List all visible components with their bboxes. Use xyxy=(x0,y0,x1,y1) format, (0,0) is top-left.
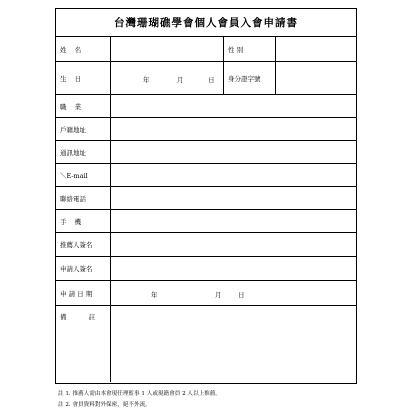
birth-year-label: 年 xyxy=(143,76,150,84)
job-field[interactable] xyxy=(111,95,356,117)
id-field[interactable] xyxy=(276,62,356,94)
birth-day-label: 日 xyxy=(208,76,215,84)
gender-label: 性 別 xyxy=(224,37,276,61)
row-mobile xyxy=(56,210,356,233)
membership-application-form xyxy=(55,8,357,384)
name-field[interactable] xyxy=(111,37,224,61)
row-household-address xyxy=(56,118,356,141)
id-label: 身分證字號 xyxy=(224,62,276,94)
phone-label: 聯絡電話 xyxy=(56,187,111,209)
apply-year-label: 年 xyxy=(151,291,158,299)
household-address-field[interactable] xyxy=(111,118,356,140)
household-address-label: 戶籍地址 xyxy=(56,118,111,140)
birth-month-label: 月 xyxy=(177,76,184,84)
referrer-signature-label: 推薦人簽名 xyxy=(56,233,111,256)
row-email xyxy=(56,164,356,187)
gender-field[interactable] xyxy=(276,37,356,61)
footnote-1: 註 1. 推薦人需由本會現任理監事 1 人或現籍會員 2 人以上推薦。 xyxy=(58,391,221,397)
applicant-signature-label: 申請人簽名 xyxy=(56,257,111,280)
row-remarks xyxy=(56,306,356,382)
mobile-field[interactable] xyxy=(111,210,356,232)
row-mailing-address xyxy=(56,141,356,164)
application-date-field[interactable] xyxy=(111,281,356,305)
row-referrer-signature xyxy=(56,233,356,257)
row-applicant-signature xyxy=(56,257,356,281)
mailing-address-label: 通訊地址 xyxy=(56,141,111,163)
row-birth-id xyxy=(56,62,356,95)
footnote-2: 註 2. 會員資料對外保密，絕不外流。 xyxy=(58,402,151,408)
form-title: 台灣珊瑚礁學會個人會員入會申請書 xyxy=(56,9,356,37)
applicant-signature-field[interactable] xyxy=(111,257,356,280)
birth-field[interactable] xyxy=(111,62,224,94)
apply-month-label: 月 xyxy=(215,291,222,299)
remarks-label-text: 備 註 xyxy=(60,313,106,321)
application-date-label: 申 請 日 期 xyxy=(56,281,111,305)
job-label: 職 業 xyxy=(56,95,111,117)
row-name-gender xyxy=(56,37,356,62)
name-label: 姓 名 xyxy=(56,37,111,61)
email-field[interactable] xyxy=(111,164,356,186)
footnotes xyxy=(58,389,221,411)
mailing-address-field[interactable] xyxy=(111,141,356,163)
referrer-signature-field[interactable] xyxy=(111,233,356,256)
remarks-field[interactable] xyxy=(111,306,356,382)
mobile-label: 手 機 xyxy=(56,210,111,232)
phone-field[interactable] xyxy=(111,187,356,209)
row-application-date xyxy=(56,281,356,306)
remarks-label xyxy=(56,306,111,382)
email-label: ＼E-mail xyxy=(56,164,111,186)
apply-day-label: 日 xyxy=(238,291,245,299)
birth-label: 生 日 xyxy=(56,62,111,94)
row-job xyxy=(56,95,356,118)
row-phone xyxy=(56,187,356,210)
